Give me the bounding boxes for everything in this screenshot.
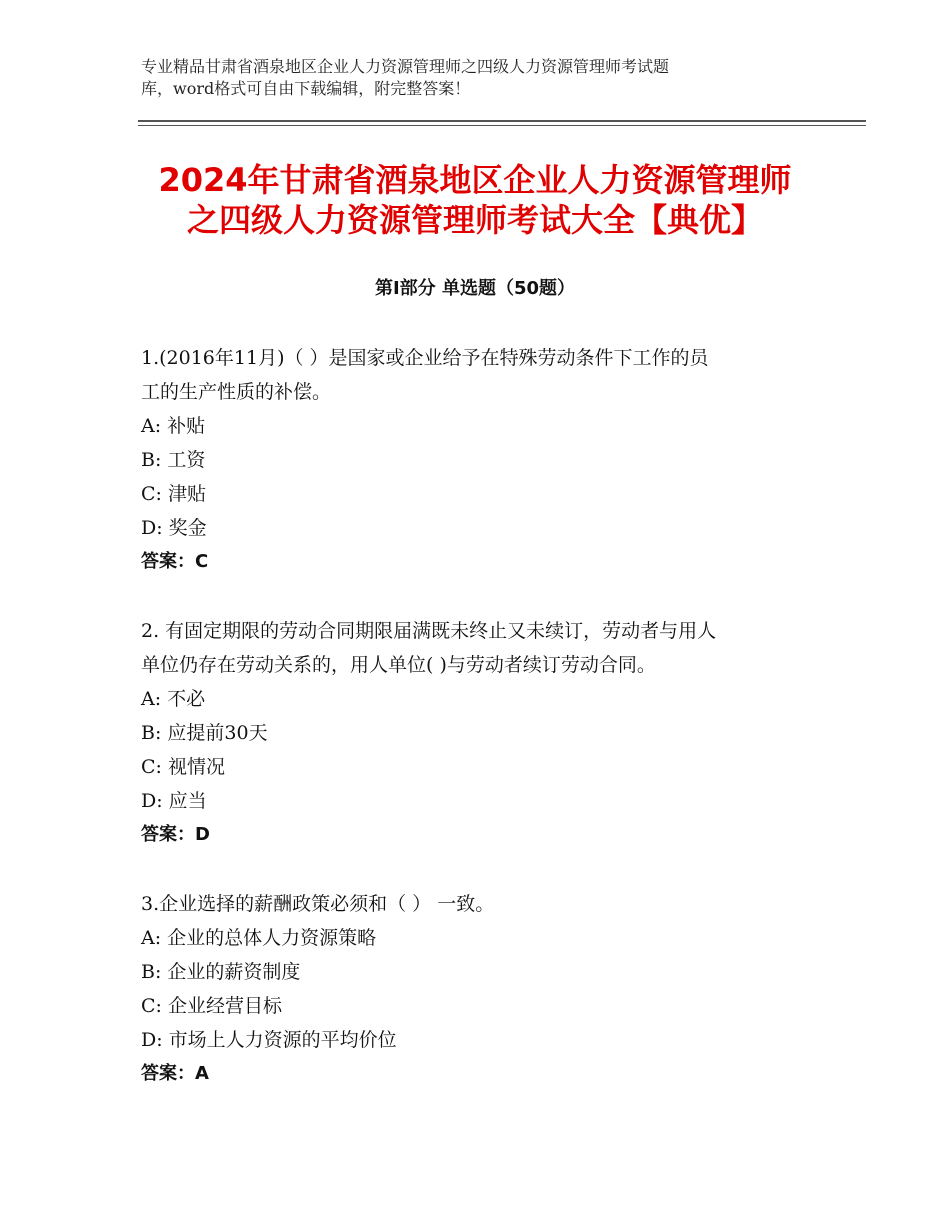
document-title-line: 之四级人力资源管理师考试大全【典优】	[186, 201, 763, 239]
header-divider-thin	[138, 125, 866, 126]
option-c: C: 企业经营目标	[141, 995, 282, 1017]
option-b: B: 工资	[141, 449, 206, 471]
question-stem-line: 1.(2016年11月)（ ）是国家或企业给予在特殊劳动条件下工作的员	[141, 347, 709, 369]
answer-line: 答案：D	[141, 824, 210, 845]
option-d: D: 应当	[141, 790, 207, 812]
question-stem-line: 2. 有固定期限的劳动合同期限届满既未终止又未续订，劳动者与用人	[141, 620, 717, 642]
option-a: A: 企业的总体人力资源策略	[141, 927, 377, 949]
document-header-note	[141, 56, 821, 100]
question-block	[141, 614, 831, 852]
option-c: C: 视情况	[141, 756, 225, 778]
section-heading: 第Ⅰ部分 单选题（50题）	[374, 278, 575, 299]
header-note-line: 库，word格式可自由下载编辑，附完整答案！	[141, 79, 471, 98]
question-block	[141, 887, 831, 1091]
question-stem-line: 工的生产性质的补偿。	[141, 381, 332, 403]
document-title-line: 2024年甘肃省酒泉地区企业人力资源管理师	[158, 161, 792, 199]
question-stem-line: 3.企业选择的薪酬政策必须和（ ） 一致。	[141, 893, 495, 915]
option-b: B: 应提前30天	[141, 722, 268, 744]
document-title	[60, 160, 890, 240]
option-a: A: 补贴	[141, 415, 206, 437]
header-note-line: 专业精品甘肃省酒泉地区企业人力资源管理师之四级人力资源管理师考试题	[141, 57, 670, 76]
answer-line: 答案：A	[141, 1063, 209, 1084]
question-stem-line: 单位仍存在劳动关系的，用人单位( )与劳动者续订劳动合同。	[141, 654, 656, 676]
option-c: C: 津贴	[141, 483, 206, 505]
option-b: B: 企业的薪资制度	[141, 961, 301, 983]
answer-line: 答案：C	[141, 551, 209, 572]
option-d: D: 市场上人力资源的平均价位	[141, 1029, 397, 1051]
question-block	[141, 341, 831, 579]
header-divider-thick	[138, 120, 866, 122]
option-a: A: 不必	[141, 688, 206, 710]
option-d: D: 奖金	[141, 517, 207, 539]
